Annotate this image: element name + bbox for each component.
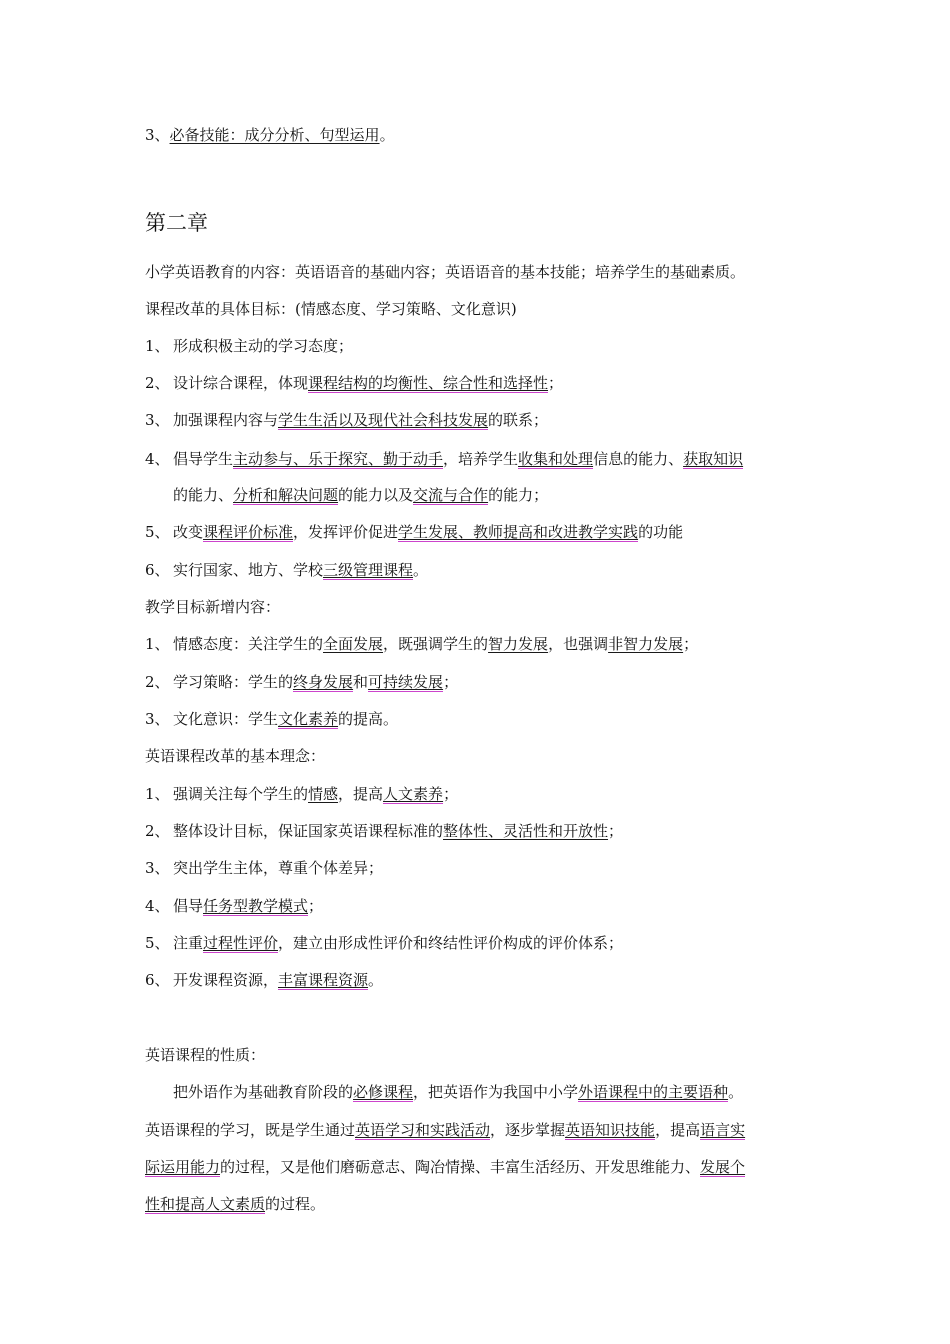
underlined-text: 全面发展 <box>323 635 384 653</box>
goal-item-4-continued: 的能力、分析和解决问题的能力以及交流与合作的能力； <box>173 486 549 504</box>
concept-item-6: 6、 开发课程资源，丰富课程资源。 <box>145 971 384 989</box>
highlighted-text: 性和提高人文素质 <box>145 1195 266 1213</box>
goal-item-5: 5、 改变课程评价标准，发挥评价促进学生发展、教师提高和改进教学实践的功能 <box>145 523 684 541</box>
underlined-text: 整体性、灵活性和开放性 <box>443 822 609 840</box>
nature-paragraph-line-4: 性和提高人文素质的过程。 <box>145 1195 326 1213</box>
nature-paragraph-line-2: 英语课程的学习，既是学生通过英语学习和实践活动，逐步掌握英语知识技能，提高语言实 <box>145 1121 746 1139</box>
underlined-text: 智力发展 <box>488 635 549 653</box>
new-content-heading: 教学目标新增内容： <box>145 598 281 616</box>
concept-heading: 英语课程改革的基本理念： <box>145 747 326 765</box>
highlighted-text: 任务型教学模式 <box>203 897 309 915</box>
goal-item-3: 3、 加强课程内容与学生生活以及现代社会科技发展的联系； <box>145 411 549 429</box>
highlighted-text: 外语课程中的主要语种 <box>578 1083 729 1101</box>
chapter-title: 第二章 <box>145 211 208 235</box>
top-item: 3、必备技能：成分分析、句型运用。 <box>145 126 395 144</box>
goal-item-2: 2、 设计综合课程，体现课程结构的均衡性、综合性和选择性； <box>145 374 564 392</box>
highlighted-text: 可持续发展 <box>368 673 444 691</box>
goal-item-4: 4、 倡导学生主动参与、乐于探究、勤于动手，培养学生收集和处理信息的能力、获取知识 <box>145 450 744 468</box>
highlighted-text: 人文素养 <box>383 785 444 803</box>
highlighted-text: 课程评价标准 <box>203 523 294 541</box>
concept-item-4: 4、 倡导任务型教学模式； <box>145 897 324 915</box>
new-item-1: 1、 情感态度：关注学生的全面发展，既强调学生的智力发展，也强调非智力发展； <box>145 635 699 653</box>
nature-paragraph-line-3: 际运用能力的过程，又是他们磨砺意志、陶冶情操、丰富生活经历、开发思维能力、发展个 <box>145 1158 746 1176</box>
highlighted-text: 课程结构的均衡性、综合性和选择性 <box>308 374 549 392</box>
highlighted-text: 发展个 <box>700 1158 746 1176</box>
highlighted-text: 学生生活以及现代社会科技发展 <box>278 411 489 429</box>
goals-heading: 课程改革的具体目标：(情感态度、学习策略、文化意识) <box>145 300 517 318</box>
highlighted-text: 获取知识 <box>683 450 744 468</box>
highlighted-text: 主动参与、乐于探究、勤于动手 <box>233 450 444 468</box>
highlighted-text: 文化素养 <box>278 710 339 728</box>
highlighted-text: 必修课程 <box>353 1083 414 1101</box>
highlighted-text: 交流与合作 <box>413 486 489 504</box>
highlighted-text: 英语知识技能 <box>565 1121 656 1139</box>
highlighted-text: 终身发展 <box>293 673 354 691</box>
highlighted-text: 收集和处理 <box>518 450 594 468</box>
new-item-3: 3、 文化意识：学生文化素养的提高。 <box>145 710 399 728</box>
highlighted-text: 丰富课程资源 <box>278 971 369 989</box>
nature-paragraph-line-1: 把外语作为基础教育阶段的必修课程，把英语作为我国中小学外语课程中的主要语种。 <box>173 1083 744 1101</box>
highlighted-text: 学生发展、教师提高和改进教学实践 <box>398 523 639 541</box>
goal-item-1: 1、 形成积极主动的学习态度； <box>145 337 354 355</box>
nature-heading: 英语课程的性质： <box>145 1046 266 1064</box>
content-line: 小学英语教育的内容：英语语音的基础内容；英语语音的基本技能；培养学生的基础素质。 <box>145 263 746 281</box>
underlined-text: 非智力发展 <box>608 635 684 653</box>
highlighted-text: 英语学习和实践活动 <box>355 1121 491 1139</box>
underlined-text: 必备技能：成分分析、句型运用 <box>169 126 380 144</box>
new-item-2: 2、 学习策略：学生的终身发展和可持续发展； <box>145 673 459 691</box>
goal-item-6: 6、 实行国家、地方、学校三级管理课程。 <box>145 561 429 579</box>
highlighted-text: 分析和解决问题 <box>233 486 339 504</box>
highlighted-text: 过程性评价 <box>203 934 279 952</box>
concept-item-2: 2、 整体设计目标，保证国家英语课程标准的整体性、灵活性和开放性； <box>145 822 624 840</box>
concept-item-1: 1、 强调关注每个学生的情感，提高人文素养； <box>145 785 459 803</box>
underlined-text: 情感 <box>308 785 339 803</box>
highlighted-text: 际运用能力 <box>145 1158 221 1176</box>
concept-item-3: 3、 突出学生主体，尊重个体差异； <box>145 859 384 877</box>
highlighted-text: 三级管理课程 <box>323 561 414 579</box>
highlighted-text: 语言实 <box>700 1121 746 1139</box>
concept-item-5: 5、 注重过程性评价，建立由形成性评价和终结性评价构成的评价体系； <box>145 934 624 952</box>
